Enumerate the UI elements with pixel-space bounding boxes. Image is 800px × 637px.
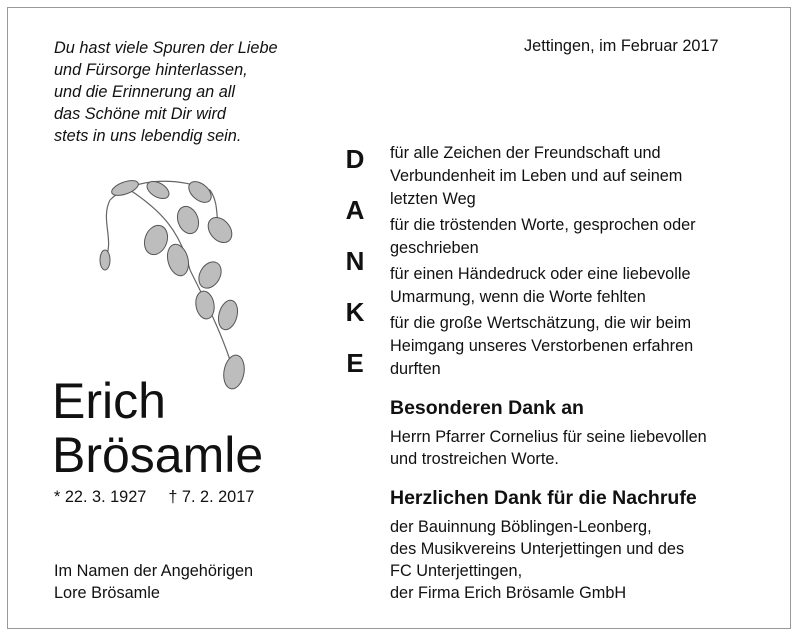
birch-branch-icon <box>70 160 320 405</box>
birth-date: * 22. 3. 1927 <box>54 488 147 506</box>
family-line: Im Namen der Angehörigen <box>54 562 254 580</box>
thanks-item <box>390 142 750 211</box>
danke-letter: D <box>345 144 365 174</box>
death-date: † 7. 2. 2017 <box>168 488 255 506</box>
obituary-thanks-line: des Musikvereins Unterjettingen und des <box>390 540 685 558</box>
obituary-thanks-line: FC Unterjettingen, <box>390 562 523 580</box>
poem-line: Du hast viele Spuren der Liebe <box>54 39 278 57</box>
obituary-thanks-line: der Firma Erich Brösamle GmbH <box>390 584 627 602</box>
special-thanks-line: Herrn Pfarrer Cornelius für seine liebevollen <box>390 428 707 446</box>
thanks-item <box>390 312 750 381</box>
thanks-line: für einen Händedruck oder eine liebevolle <box>390 265 691 283</box>
thanks-line: für die große Wertschätzung, die wir beim <box>390 314 692 332</box>
thanks-line: für alle Zeichen der Freundschaft und <box>390 144 661 162</box>
life-dates <box>54 488 254 507</box>
thanks-line: geschrieben <box>390 239 479 257</box>
deceased-name <box>52 374 263 482</box>
obituary-thanks-heading: Herzlichen Dank für die Nachrufe <box>390 487 697 509</box>
obituary-thanks-section <box>390 486 770 604</box>
thanks-line: Verbundenheit im Leben und auf seinem <box>390 167 683 185</box>
thanks-list <box>390 142 750 384</box>
thanks-line: Heimgang unseres Verstorbenen erfahren <box>390 337 694 355</box>
danke-letter: E <box>346 348 364 378</box>
last-name: Brösamle <box>52 427 264 483</box>
obituary-thanks-line: der Bauinnung Böblingen-Leonberg, <box>390 518 652 536</box>
danke-vertical <box>338 143 372 398</box>
poem-line: stets in uns lebendig sein. <box>54 127 242 145</box>
thanks-line: Umarmung, wenn die Worte fehlten <box>390 288 646 306</box>
thanks-item <box>390 263 750 309</box>
special-thanks-line: und trostreichen Worte. <box>390 450 559 468</box>
danke-letter: N <box>345 246 365 276</box>
thanks-item <box>390 214 750 260</box>
place-date: Jettingen, im Februar 2017 <box>524 37 719 55</box>
first-name: Erich <box>52 373 166 429</box>
thanks-line: durften <box>390 360 441 378</box>
poem-line: und Fürsorge hinterlassen, <box>54 61 248 79</box>
danke-letter: A <box>345 195 365 225</box>
thanks-line: letzten Weg <box>390 190 476 208</box>
family-line: Lore Brösamle <box>54 584 160 602</box>
thanks-line: für die tröstenden Worte, gesprochen oder <box>390 216 696 234</box>
danke-letter: K <box>345 297 365 327</box>
poem-line: und die Erinnerung an all <box>54 83 236 101</box>
memorial-poem <box>54 37 344 147</box>
family-signature <box>54 560 253 604</box>
special-thanks-heading: Besonderen Dank an <box>390 397 584 419</box>
special-thanks-section <box>390 396 770 470</box>
poem-line: das Schöne mit Dir wird <box>54 105 226 123</box>
